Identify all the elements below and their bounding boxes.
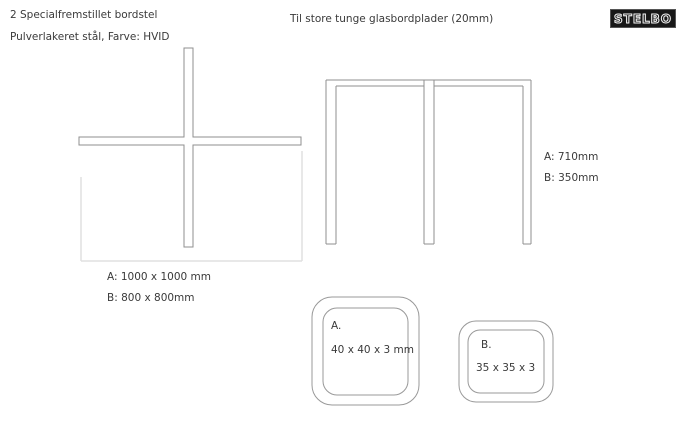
frame-left-leg	[326, 80, 336, 244]
table-frame-elevation	[326, 80, 531, 244]
sheet-note: Til store tunge glasbordplader (20mm)	[290, 13, 494, 25]
sheet-title: 2 Specialfremstillet bordstel	[10, 9, 158, 21]
sheet-subtitle: Pulverlakeret stål, Farve: HVID	[10, 31, 170, 43]
tube-b-size: 35 x 35 x 3	[476, 362, 536, 374]
cross-dimension-b: B: 800 x 800mm	[107, 292, 195, 304]
tube-a-size: 40 x 40 x 3 mm	[331, 344, 414, 356]
frame-center-leg	[424, 80, 434, 244]
tube-b-label: B.	[481, 339, 492, 351]
cross-frame-top-view	[79, 48, 301, 247]
cross-dimension-a: A: 1000 x 1000 mm	[107, 271, 212, 283]
stelbo-logo-text: STELBO	[613, 11, 673, 26]
frame-dimension-b: B: 350mm	[544, 172, 599, 184]
frame-right-leg	[523, 80, 531, 244]
frame-dimension-a: A: 710mm	[544, 151, 599, 163]
stelbo-logo	[610, 9, 676, 28]
tube-a-label: A.	[331, 320, 342, 332]
